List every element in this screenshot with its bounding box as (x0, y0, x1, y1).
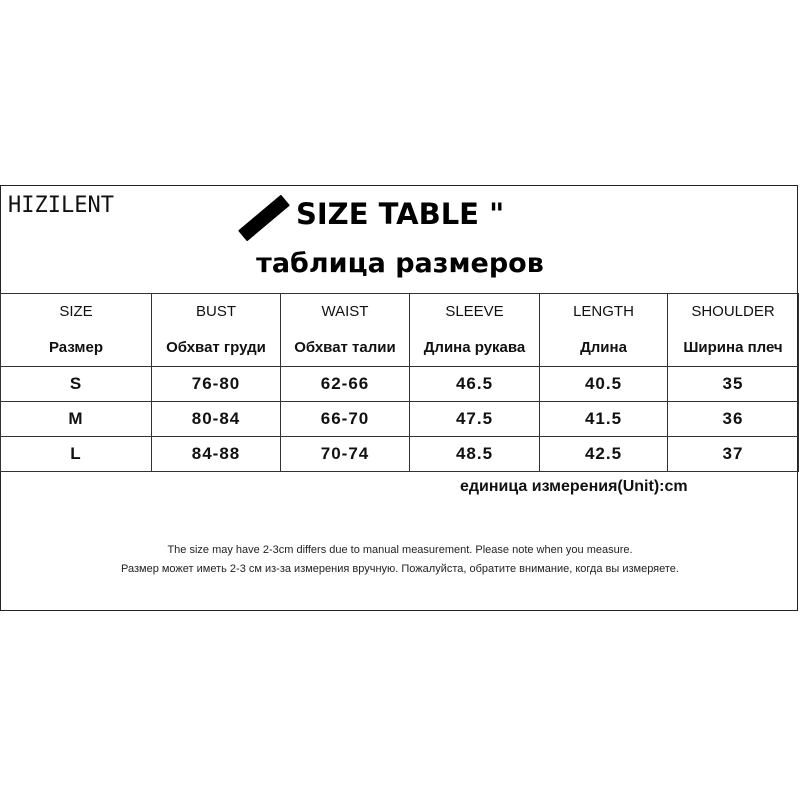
header-size-ru: Размер (48, 339, 104, 356)
cell-shoulder: 36 (668, 402, 799, 437)
unit-label: единица измерения(Unit):cm (460, 478, 688, 495)
cell-length: 40.5 (540, 367, 668, 402)
table-header-row (1, 294, 799, 367)
header-sleeve-ru: Длина рукава (423, 339, 526, 356)
header-shoulder-en: SHOULDER (691, 303, 775, 320)
cell-length: 42.5 (540, 437, 668, 472)
cell-sleeve: 46.5 (410, 367, 540, 402)
cell-waist: 70-74 (281, 437, 410, 472)
title-russian: таблица размеров (256, 248, 544, 279)
note-english: The size may have 2-3cm differs due to manual measurement. Please note when you measure. (167, 544, 633, 556)
header-sleeve (410, 294, 540, 367)
cell-waist: 66-70 (281, 402, 410, 437)
header-waist-en: WAIST (321, 303, 369, 320)
cell-bust: 84-88 (152, 437, 281, 472)
header-waist (281, 294, 410, 367)
header-bust (152, 294, 281, 367)
header-size (1, 294, 152, 367)
header-sleeve-en: SLEEVE (445, 303, 504, 320)
header-length-ru: Длина (580, 339, 627, 356)
cell-bust: 76-80 (152, 367, 281, 402)
table-row (1, 402, 799, 437)
note-russian: Размер может иметь 2-3 см из-за измерения вручную. Пожалуйста, обратите внимание, когда вы измеряете. (121, 563, 679, 575)
size-table (0, 293, 799, 472)
title-english: SIZE TABLE " (296, 197, 505, 231)
cell-sleeve: 47.5 (410, 402, 540, 437)
header-waist-ru: Обхват талии (294, 339, 396, 356)
cell-size: M (1, 402, 152, 437)
cell-length: 41.5 (540, 402, 668, 437)
header-length (540, 294, 668, 367)
table-row (1, 367, 799, 402)
header-size-en: SIZE (59, 303, 93, 320)
cell-waist: 62-66 (281, 367, 410, 402)
header-bust-ru: Обхват груди (166, 339, 266, 356)
header-shoulder (668, 294, 799, 367)
cell-size: L (1, 437, 152, 472)
header-shoulder-ru: Ширина плеч (683, 339, 783, 356)
cell-shoulder: 35 (668, 367, 799, 402)
header-bust-en: BUST (195, 303, 236, 320)
cell-bust: 80-84 (152, 402, 281, 437)
table-row (1, 437, 799, 472)
brand-logo: HIZILENT (8, 193, 114, 218)
header-length-en: LENGTH (573, 303, 634, 320)
cell-size: S (1, 367, 152, 402)
cell-shoulder: 37 (668, 437, 799, 472)
cell-sleeve: 48.5 (410, 437, 540, 472)
